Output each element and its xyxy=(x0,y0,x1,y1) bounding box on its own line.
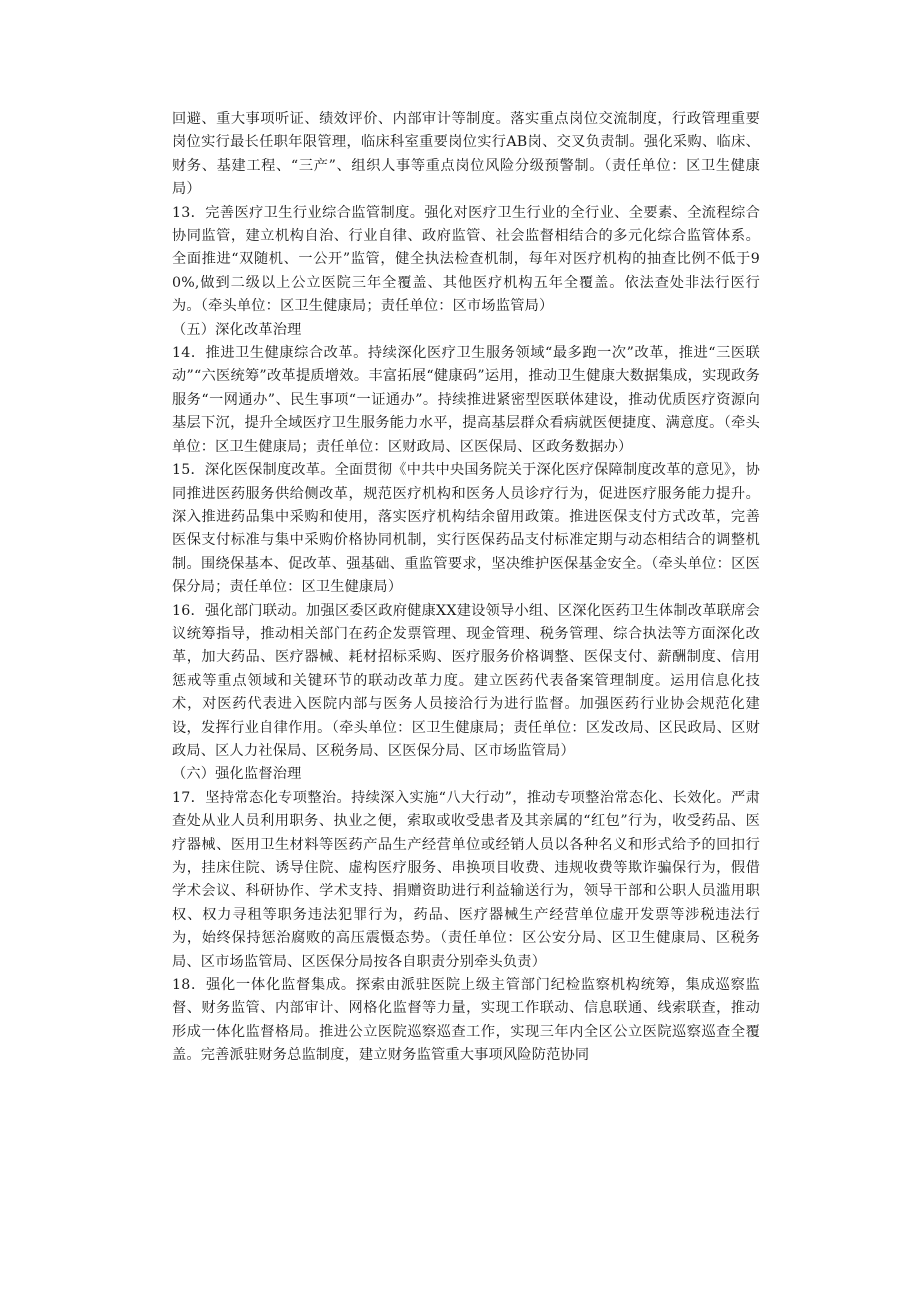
paragraph-item-18: 18．强化一体化监督集成。探索由派驻医院上级主管部门纪检监察机构统筹，集成巡察监督、财务监管、内部审计、网格化监督等力量，实现工作联动、信息联通、线索联查，推动形成一体化监督格局。推进公立医院巡察巡查工作，实现三年内全区公立医院巡察巡查全覆盖。完善派驻财务总监制度，建立财务监管重大事项风险防范协同 xyxy=(172,977,760,1064)
paragraph-item-15: 15．深化医保制度改革。全面贯彻《中共中央国务院关于深化医疗保障制度改革的意见》，协同推进医药服务供给侧改革，规范医疗机构和医务人员诊疗行为，促进医疗服务能力提升。深入推进药品集中采购和使用，落实医疗机构结余留用政策。推进医保支付方式改革，完善医保支付标准与集中采购价格协同机制，实行医保药品支付标准定期与动态相结合的调整机制。围绕保基本、促改革、强基础、重监管要求，坚决维护医保基金安全。（牵头单位：区医保分局；责任单位：区卫生健康局） xyxy=(172,462,760,596)
paragraph-item-17: 17．坚持常态化专项整治。持续深入实施“八大行动”，推动专项整治常态化、长效化。严肃查处从业人员利用职务、执业之便，索取或收受患者及其亲属的“红包”行为，收受药品、医疗器械、医用卫生材料等医药产品生产经营单位或经销人员以各种名义和形式给予的回扣行为，挂床住院、诱导住院、虚构医疗服务、串换项目收费、违规收费等欺诈骗保行为，假借学术会议、科研协作、学术支持、捐赠资助进行利益输送行为，领导干部和公职人员滥用职权、权力寻租等职务违法犯罪行为，药品、医疗器械生产经营单位虚开发票等涉税违法行为，始终保持惩治腐败的高压震慑态势。（责任单位：区公安分局、区卫生健康局、区税务局、区市场监管局、区医保分局按各自职责分别牵头负责） xyxy=(172,789,760,970)
section-heading-6: （六）强化监督治理 xyxy=(172,766,302,783)
section-heading-5: （五）深化改革治理 xyxy=(172,321,302,338)
paragraph-continuation: 回避、重大事项听证、绩效评价、内部审计等制度。落实重点岗位交流制度，行政管理重要岗位实行最长任职年限管理，临床科室重要岗位实行AB岗、交叉负责制。强化采购、临床、财务、基建工程、“三产”、组织人事等重点岗位风险分级预警制。（责任单位：区卫生健康局） xyxy=(172,111,760,198)
paragraph-item-16: 16．强化部门联动。加强区委区政府健康XX建设领导小组、区深化医药卫生体制改革联席会议统筹指导，推动相关部门在药企发票管理、现金管理、税务管理、综合执法等方面深化改革，加大药品、医疗器械、耗材招标采购、医疗服务价格调整、医保支付、薪酬制度、信用惩戒等重点领域和关键环节的联动改革力度。建立医药代表备案管理制度。运用信息化技术，对医药代表进入医院内部与医务人员接洽行为进行监督。加强医药行业协会规范化建设，发挥行业自律作用。（牵头单位：区卫生健康局；责任单位：区发改局、区民政局、区财政局、区人力社保局、区税务局、区医保分局、区市场监管局） xyxy=(172,602,760,759)
paragraph-item-13: 13．完善医疗卫生行业综合监管制度。强化对医疗卫生行业的全行业、全要素、全流程综合协同监管，建立机构自治、行业自律、政府监管、社会监督相结合的多元化综合监管体系。全面推进“双随机、一公开”监管，健全执法检查机制，每年对医疗机构的抽查比例不低于90%,做到二级以上公立医院三年全覆盖、其他医疗机构五年全覆盖。依法查处非法行医行为。（牵头单位：区卫生健康局；责任单位：区市场监管局） xyxy=(172,204,760,315)
paragraph-item-14: 14．推进卫生健康综合改革。持续深化医疗卫生服务领域“最多跑一次”改革，推进“三医联动”“六医统筹”改革提质增效。丰富拓展“健康码”运用，推动卫生健康大数据集成，实现政务服务“一网通办”、民生事项“一证通办”。持续推进紧密型医联体建设，推动优质医疗资源向基层下沉，提升全域医疗卫生服务能力水平，提高基层群众看病就医便捷度、满意度。（牵头单位：区卫生健康局；责任单位：区财政局、区医保局、区政务数据办） xyxy=(172,345,760,455)
document-page xyxy=(172,108,760,1068)
